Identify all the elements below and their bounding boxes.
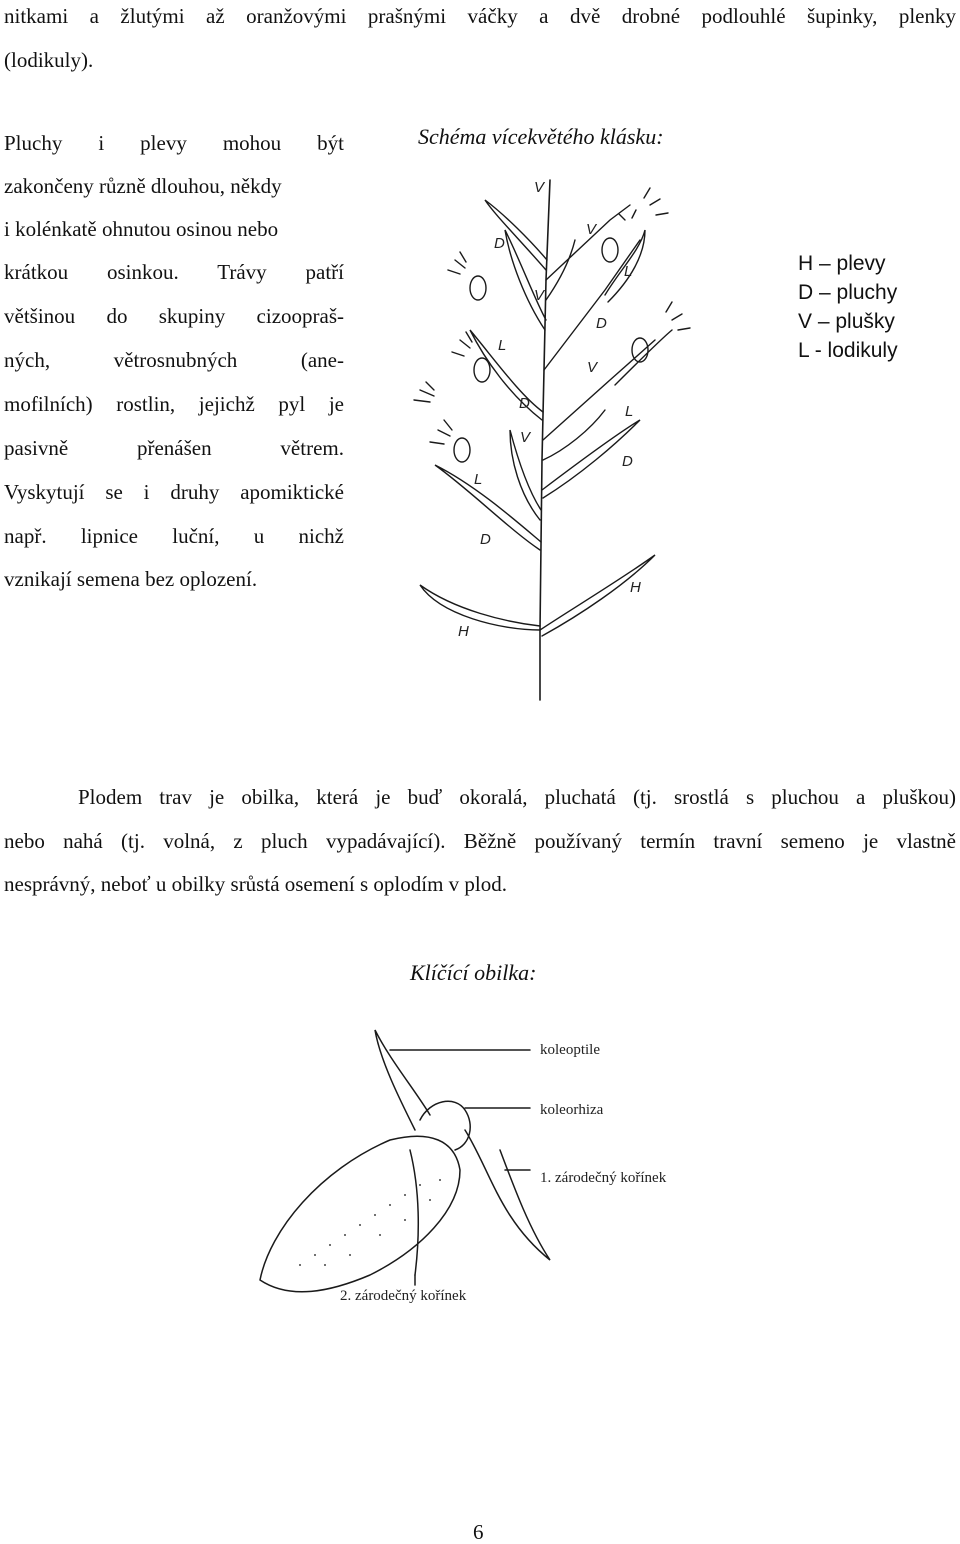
left-line: Vyskytují se i druhy apomiktické bbox=[4, 480, 344, 504]
label-v: V bbox=[520, 429, 531, 446]
left-line: pasivně přenášen větrem. bbox=[4, 436, 344, 460]
left-line: např. lipnice luční, u nichž bbox=[4, 524, 344, 548]
figure2-caption: Klíčící obilka: bbox=[410, 960, 537, 985]
left-line: většinou do skupiny cizoopraš- bbox=[4, 304, 344, 328]
label-h: H bbox=[458, 623, 469, 640]
label-l: L bbox=[624, 263, 633, 280]
left-line: zakončeny různě dlouhou, někdy bbox=[4, 174, 282, 198]
left-line: mofilních) rostlin, jejichž pyl je bbox=[4, 392, 344, 416]
label-v: V bbox=[534, 287, 545, 304]
bottom-line: nesprávný, neboť u obilky srůstá osemení s oplodím v plod. bbox=[4, 872, 508, 896]
bottom-line: nebo nahá (tj. volná, z pluch vypadávající). Běžně používaný termín travní semeno je vlastně bbox=[4, 829, 956, 853]
germinating-caryopsis-diagram bbox=[230, 1020, 710, 1330]
label-root-1: 1. zárodečný kořínek bbox=[540, 1170, 667, 1186]
figure1-caption: Schéma vícekvětého klásku: bbox=[418, 124, 664, 149]
left-line: ných, větrosnubných (ane- bbox=[4, 348, 344, 372]
legend-item: L - lodikuly bbox=[798, 339, 898, 362]
label-d: D bbox=[494, 235, 505, 252]
label-l: L bbox=[498, 337, 507, 354]
label-d: D bbox=[596, 315, 607, 332]
label-v: V bbox=[534, 179, 545, 196]
legend-item: H – plevy bbox=[798, 252, 886, 275]
bottom-line: Plodem trav je obilka, která je buď okoralá, pluchatá (tj. srostlá s pluchou a pluškou) bbox=[78, 785, 956, 809]
legend-item: V – plušky bbox=[798, 310, 895, 333]
label-root-2: 2. zárodečný kořínek bbox=[340, 1288, 467, 1304]
label-d: D bbox=[519, 395, 530, 412]
top-line-2: (lodikuly). bbox=[4, 48, 94, 72]
label-l: L bbox=[625, 403, 634, 420]
page-number: 6 bbox=[473, 1520, 484, 1544]
top-line-1: nitkami a žlutými až oranžovými prašnými váčky a dvě drobné podlouhlé šupinky, plenky bbox=[4, 4, 956, 28]
label-v: V bbox=[587, 359, 598, 376]
left-line: i kolénkatě ohnutou osinou nebo bbox=[4, 217, 279, 241]
label-h: H bbox=[630, 579, 641, 596]
label-d: D bbox=[480, 531, 491, 548]
left-line: Pluchy i plevy mohou být bbox=[4, 131, 344, 155]
figure1-legend bbox=[798, 249, 898, 365]
label-v: V bbox=[586, 221, 597, 238]
label-koleorhiza: koleorhiza bbox=[540, 1102, 604, 1118]
legend-item: D – pluchy bbox=[798, 281, 898, 304]
left-line: vznikají semena bez oplození. bbox=[4, 567, 258, 591]
left-line: krátkou osinkou. Trávy patří bbox=[4, 260, 344, 284]
label-l: L bbox=[474, 471, 483, 488]
spikelet-diagram bbox=[400, 160, 700, 705]
label-koleoptile: koleoptile bbox=[540, 1042, 600, 1058]
label-d: D bbox=[622, 453, 633, 470]
